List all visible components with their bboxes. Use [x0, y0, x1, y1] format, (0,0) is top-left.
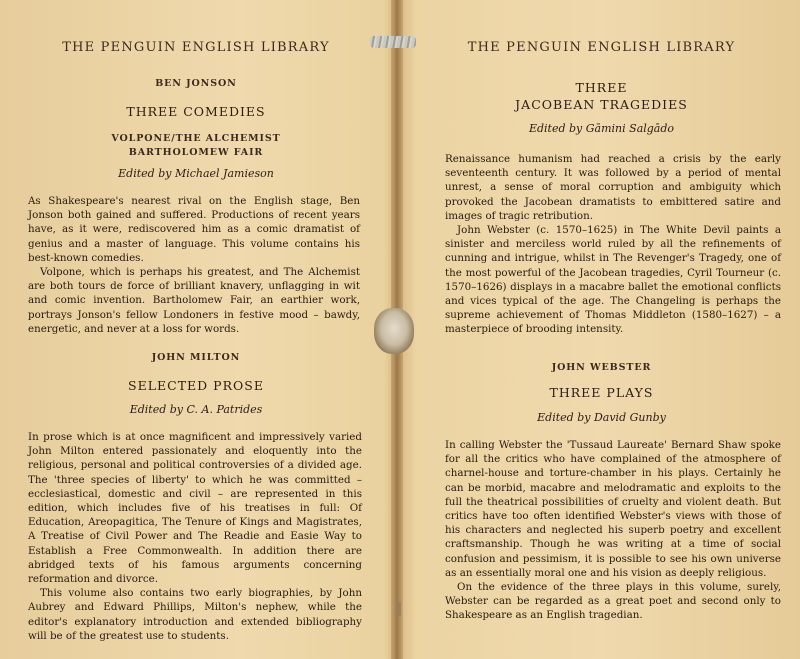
- left-page-header: THE PENGUIN ENGLISH LIBRARY: [62, 40, 330, 55]
- jonson-editor: Edited by Michael Jamieson: [118, 167, 274, 180]
- milton-description: [28, 430, 362, 643]
- milton-title: SELECTED PROSE: [128, 378, 264, 393]
- right-page-header: THE PENGUIN ENGLISH LIBRARY: [467, 40, 736, 55]
- webster-description: [445, 438, 781, 623]
- left-page: [0, 0, 392, 659]
- webster-title: THREE PLAYS: [549, 385, 654, 400]
- jacobean-title: THREE JACOBEAN TRAGEDIES: [515, 80, 688, 112]
- jonson-description: [28, 194, 360, 336]
- jonson-para-1: As Shakespeare's nearest rival on the English stage, Ben Jonson both gained and suffered. Productions of recent years have, as it were, rediscovered him as a comic dramatist of genius and a master of language. This volume contains his best-known comedies.: [28, 195, 360, 264]
- right-page: [403, 0, 800, 659]
- webster-para-2: On the evidence of the three plays in this volume, surely, Webster can be regarded as a great poet and second only to Shakespeare as an English tragedian.: [445, 581, 781, 622]
- milton-author: JOHN MILTON: [151, 352, 241, 363]
- jacobean-para-1: Renaissance humanism had reached a crisis by the early seventeenth century. It was followed by a period of mental unrest, a sense of moral corruption and ambiguity which provoked the Jacobean dramatists to embittered satire and images of tragic retribution.: [445, 153, 781, 222]
- jacobean-editor: Edited by Gāmini Salgādo: [528, 122, 675, 135]
- milton-para-1: In prose which is at once magnificent and impressively varied John Milton entered passionately and eloquently into the religious, personal and political controversies of a divided age. The 'three species of liberty' to which he was committed – ecclesiastical, domestic and civil – are represented in this edition, which includes five of his treatises in full: Of Education, Areopagitica, The Tenure of Kings and Magistrates, A Treatise of Civil Power and The Readie and Easie Way to Establish a Free Commonwealth. In addition there are abridged texts of his famous arguments concerning reformation and divorce.: [28, 431, 362, 586]
- jonson-para-2: Volpone, which is perhaps his greatest, and The Alchemist are both tours de force of brilliant knavery, unflagging in wit and comic invention. Bartholomew Fair, an earthier work, portrays Jonson's fellow Londoners in festive mood – bawdy, energetic, and never at a loss for words.: [28, 266, 360, 335]
- milton-editor: Edited by C. A. Patrides: [129, 403, 263, 416]
- webster-para-1: In calling Webster the 'Tussaud Laureate' Bernard Shaw spoke for all the critics who have complained of the atmosphere of charnel-house and torture-chamber in his plays. Certainly he can be morbid, macabre and melodramatic and exploits to the full the theatrical possibilities of cruelty and violent death. But critics have too often identified Webster's views with those of his characters and neglected his superb poetry and excellent craftsmanship. Though he was writing at a time of social confusion and pessimism, it is possible to see his own universe as an essentially moral one and his vision as deeply religious.: [445, 439, 781, 579]
- milton-para-2: This volume also contains two early biographies, by John Aubrey and Edward Phillips, Milton's nephew, while the editor's explanatory introduction and extended bibliography will be of the greatest use to students.: [28, 587, 362, 642]
- jacobean-para-2: John Webster (c. 1570–1625) in The White Devil paints a sinister and merciless world ruled by all the refinements of cunning and intrigue, whilst in The Revenger's Tragedy, one of the most powerful of the Jacobean tragedies, Cyril Tourneur (c. 1570–1626) displays in a macabre ballet the emotional conflicts and vices typical of the age. The Changeling is perhaps the supreme achievement of Thomas Middleton (1580–1627) – a masterpiece of brooding intensity.: [445, 224, 781, 336]
- jacobean-description: [445, 152, 781, 337]
- webster-author: JOHN WEBSTER: [551, 362, 652, 373]
- jonson-subtitle: VOLPONE/THE ALCHEMIST BARTHOLOMEW FAIR: [111, 133, 281, 158]
- jonson-author: BEN JONSON: [155, 78, 237, 89]
- webster-editor: Edited by David Gunby: [537, 411, 666, 424]
- jonson-title: THREE COMEDIES: [126, 104, 266, 119]
- page-mark: [398, 602, 401, 616]
